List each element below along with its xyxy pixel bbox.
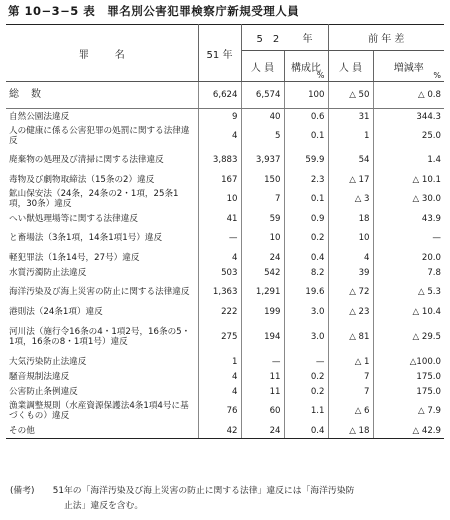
row-51: 3,883 [198,148,241,172]
row-diff: 31 [328,109,373,125]
row-diff: 4 [328,250,373,265]
row-51: 1,363 [198,280,241,304]
footnote [10,484,440,514]
table-row [6,211,444,226]
row-ratio: 0.4 [284,423,328,439]
row-name: 軽犯罪法（1条14号，27号）違反 [6,250,198,265]
row-name: 公害防止条例違反 [6,384,198,399]
row-name: 大気汚染防止法違反 [6,354,198,369]
row-ratio: 3.0 [284,304,328,319]
row-rate: 175.0 [416,371,442,382]
header-year-51: 51 年 [198,25,241,82]
row-diff: 39 [328,265,373,280]
row-diff: 7 [328,384,373,399]
row-rate: △100.0 [409,356,442,367]
header-year-52: 52 年 [241,25,328,51]
table-row [6,399,444,423]
table-title: 第 10−3−5 表 罪名別公害犯罪検察庁新規受理人員 [8,4,300,18]
row-rate: 1.4 [427,155,442,165]
row-name: 河川法（施行令16条の4・1項2号，16条の5・1項，16条の8・1項1号）違反 [6,319,198,354]
row-52: 199 [241,304,284,319]
row-51: 76 [198,399,241,423]
percent-unit: % [433,71,442,80]
table-row [6,172,444,187]
table-row [6,304,444,319]
row-ratio: 0.9 [284,211,328,226]
row-ratio: 19.6 [284,280,328,304]
row-ratio: 2.3 [284,172,328,187]
table-row [6,319,444,354]
percent-unit: % [316,71,325,80]
row-52: 59 [241,211,284,226]
row-ratio: 3.0 [284,319,328,354]
header-rate: 増減率 [373,51,444,82]
header-diff: 前 年 差 [328,25,444,51]
table-row [6,369,444,384]
total-rate: △ 0.8 [418,90,442,100]
header-name: 罪名 [6,25,198,82]
row-52: 3,937 [241,148,284,172]
row-name: 水質汚濁防止法違反 [6,265,198,280]
table-row [6,384,444,399]
row-51: 9 [198,109,241,125]
row-name: 海洋汚染及び海上災害の防止に関する法律違反 [6,280,198,304]
row-diff: △ 6 [328,399,373,423]
footnote-text-2: 止法」違反を含む。 [64,501,144,511]
total-ratio-cell [284,71,328,109]
total-52: 6,574 [241,82,284,109]
row-ratio: 0.2 [284,369,328,384]
total-label: 総数 [6,82,198,109]
row-rate: △ 30.0 [412,194,442,204]
total-rate-cell [373,71,444,109]
row-51: 4 [198,369,241,384]
row-51: 41 [198,211,241,226]
row-51: 4 [198,384,241,399]
row-diff: △ 3 [328,187,373,211]
table-row [6,226,444,250]
row-diff: 1 [328,124,373,148]
row-rate: △ 5.3 [418,287,442,297]
row-name: 漁業調整規則（水産資源保護法4条1項4号に基づくもの）違反 [6,399,198,423]
row-52: 24 [241,423,284,439]
footnote-label: (備考) [10,486,35,496]
row-52: 11 [241,384,284,399]
row-52: 1,291 [241,280,284,304]
row-name: 港則法（24条1項）違反 [6,304,198,319]
header-ratio: 構成比 [284,51,328,82]
row-diff: △ 23 [328,304,373,319]
row-ratio: 0.2 [284,226,328,250]
row-51: 503 [198,265,241,280]
row-rate: △ 10.1 [412,174,442,185]
row-52: 5 [241,124,284,148]
footnote-line-1 [10,484,440,499]
row-ratio: 1.1 [284,399,328,423]
row-name: 自然公園法違反 [6,109,198,125]
row-diff: △ 72 [328,280,373,304]
table-row [6,124,444,148]
row-rate: — [432,233,442,243]
row-name: その他 [6,423,198,439]
table-row [6,187,444,211]
row-51: — [198,226,241,250]
row-diff: △ 17 [328,172,373,187]
row-rate: △ 10.4 [412,306,442,317]
row-52: 194 [241,319,284,354]
row-name: 廃棄物の処理及び清掃に関する法律違反 [6,148,198,172]
table-row [6,354,444,369]
row-ratio: 0.2 [284,384,328,399]
row-name: 騒音規制法違反 [6,369,198,384]
table-row [6,280,444,304]
total-ratio: 100 [308,90,325,100]
row-rate: △ 42.9 [373,423,444,439]
row-ratio: 0.4 [284,250,328,265]
row-rate: △ 7.9 [418,406,442,416]
row-name: 毒物及び劇物取締法（15条の2）違反 [6,172,198,187]
row-ratio: 0.1 [284,124,328,148]
table-row [6,423,444,439]
row-diff: △ 81 [328,319,373,354]
row-rate: 20.0 [421,252,442,263]
row-diff: 10 [328,226,373,250]
row-52: 60 [241,399,284,423]
row-52: — [241,354,284,369]
header-persons-diff: 人 員 [328,51,373,82]
row-52: 7 [241,187,284,211]
row-ratio: 8.2 [284,265,328,280]
statistics-table [6,24,444,439]
row-ratio: 0.6 [284,109,328,125]
row-51: 222 [198,304,241,319]
total-51: 6,624 [198,82,241,109]
row-51: 1 [198,354,241,369]
row-52: 11 [241,369,284,384]
row-51: 167 [198,172,241,187]
row-diff: 18 [328,211,373,226]
row-rate: 25.0 [421,131,442,141]
row-diff: △ 18 [328,423,373,439]
row-52: 542 [241,265,284,280]
row-rate: 7.8 [427,267,442,278]
table-row [6,109,444,125]
row-rate: 43.9 [421,213,442,224]
row-51: 10 [198,187,241,211]
row-name: へい獣処理場等に関する法律違反 [6,211,198,226]
table-row [6,265,444,280]
footnote-text-1: 51年の「海洋汚染及び海上災害の防止に関する法律」違反には「海洋汚染防 [52,486,355,496]
row-rate: 175.0 [416,386,442,397]
table-row [6,148,444,172]
row-ratio: 0.1 [284,187,328,211]
row-diff: 7 [328,369,373,384]
row-51: 275 [198,319,241,354]
row-name: 人の健康に係る公害犯罪の処罰に関する法律違反 [6,124,198,148]
table-row [6,250,444,265]
row-ratio: — [284,354,328,369]
row-52: 10 [241,226,284,250]
row-52: 24 [241,250,284,265]
row-rate: △ 29.5 [412,331,442,342]
total-diff: △ 50 [328,82,373,109]
row-51: 4 [198,250,241,265]
row-diff: 54 [328,148,373,172]
row-51: 42 [198,423,241,439]
total-row [6,82,444,109]
row-51: 4 [198,124,241,148]
row-name: と畜場法（3条1項，14条1項1号）違反 [6,226,198,250]
row-52: 150 [241,172,284,187]
row-ratio: 59.9 [284,148,328,172]
row-52: 40 [241,109,284,125]
row-name: 鉱山保安法（24条，24条の2・1項，25条1項，30条）違反 [6,187,198,211]
header-persons-52: 人 員 [241,51,284,82]
row-rate: 344.3 [416,111,442,122]
row-diff: △ 1 [328,354,373,369]
